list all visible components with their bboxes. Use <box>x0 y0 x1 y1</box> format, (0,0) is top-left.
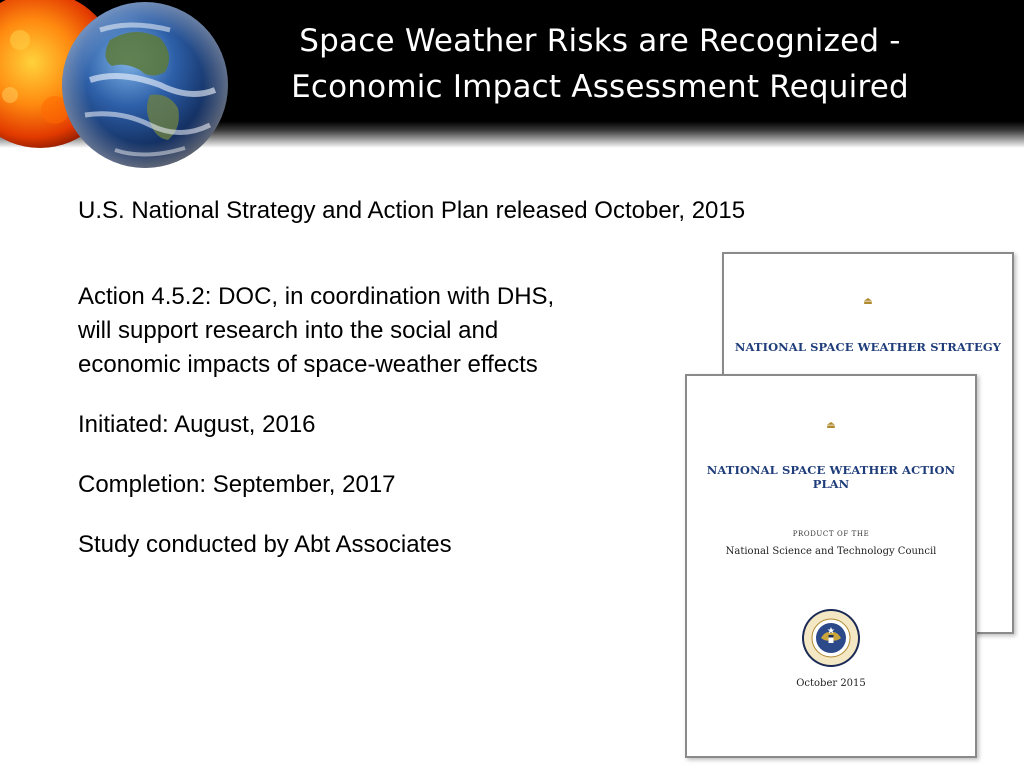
product-of-label: PRODUCT OF THE <box>792 530 870 538</box>
earth-globe-image <box>62 2 228 168</box>
initiated-date: Initiated: August, 2016 <box>78 411 316 438</box>
action-line-3: economic impacts of space-weather effects <box>78 351 538 378</box>
action-plan-mark-icon: ⏏ <box>826 420 836 431</box>
sun-earth-art <box>0 0 240 190</box>
title-line-2: Economic Impact Assessment Required <box>291 69 909 105</box>
action-plan-document-cover <box>685 374 977 758</box>
study-conductor: Study conducted by Abt Associates <box>78 531 452 558</box>
strategy-mark-icon: ⏏ <box>863 296 873 307</box>
header-bar <box>0 0 1024 148</box>
action-plan-document-title: NATIONAL SPACE WEATHER ACTION PLAN <box>706 463 956 491</box>
title-line-1: Space Weather Risks are Recognized - <box>299 23 901 59</box>
action-line-1: Action 4.5.2: DOC, in coordination with DHS, <box>78 283 555 310</box>
subtitle: U.S. National Strategy and Action Plan released October, 2015 <box>78 197 746 224</box>
action-line-2: will support research into the social and <box>78 317 499 344</box>
action-item <box>78 280 678 382</box>
strategy-document-title: NATIONAL SPACE WEATHER STRATEGY <box>734 340 1002 354</box>
completion-date: Completion: September, 2017 <box>78 471 396 498</box>
document-date: October 2015 <box>796 678 866 689</box>
body-text <box>78 280 678 588</box>
council-name: National Science and Technology Council <box>725 546 937 557</box>
slide-title <box>250 18 950 110</box>
presidential-seal-icon <box>801 608 861 668</box>
